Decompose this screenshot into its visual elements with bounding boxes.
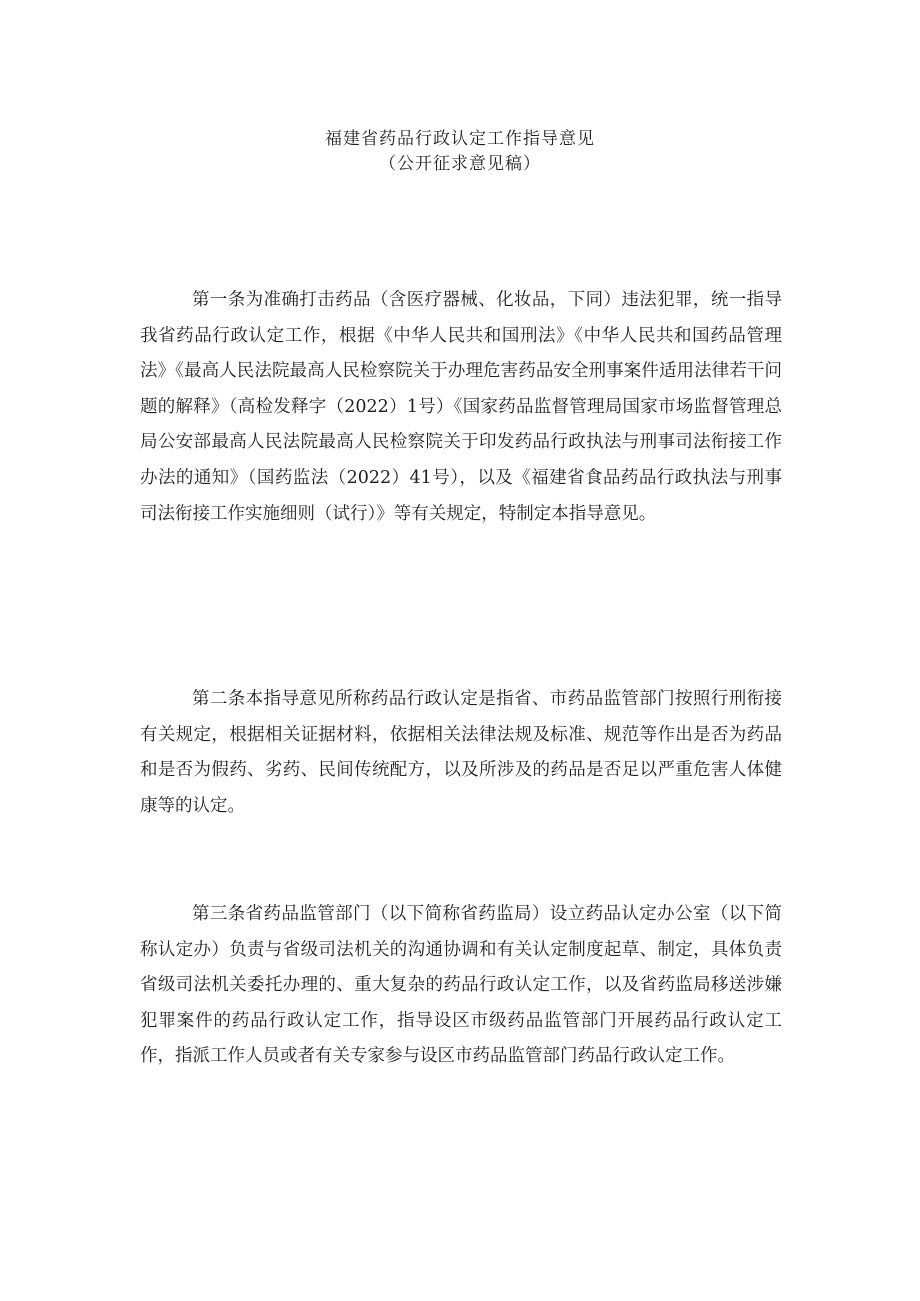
article-1-paragraph: 第一条为准确打击药品（含医疗器械、化妆品，下同）违法犯罪，统一指导我省药品行政认定工作，根据《中华人民共和国刑法》《中华人民共和国药品管理法》《最高人民法院最高人民检察院关于办理危害药品安全刑事案件适用法律若干问题的解释》（高检发释字（2022）1号）《国家药品监督管理局国家市场监督管理总局公安部最高人民法院最高人民检察院关于印发药品行政执法与刑事司法衔接工作办法的通知》（国药监法（2022）41号），以及《福建省食品药品行政执法与刑事司法衔接工作实施细则（试行）》等有关规定，特制定本指导意见。 [140,290,782,524]
document-subtitle: （公开征求意见稿） [379,154,541,174]
document-title: 福建省药品行政认定工作指导意见 [325,129,595,149]
article-3-paragraph: 第三条省药品监管部门（以下简称省药监局）设立药品认定办公室（以下简称认定办）负责与省级司法机关的沟通协调和有关认定制度起草、制定，具体负责省级司法机关委托办理的、重大复杂的药品行政认定工作，以及省药监局移送涉嫌犯罪案件的药品行政认定工作，指导设区市级药品监管部门开展药品行政认定工作，指派工作人员或者有关专家参与设区市药品监管部门药品行政认定工作。 [140,904,782,1067]
article-2-paragraph: 第二条本指导意见所称药品行政认定是指省、市药品监管部门按照行刑衔接有关规定，根据相关证据材料，依据相关法律法规及标准、规范等作出是否为药品和是否为假药、劣药、民间传统配方，以及所涉及的药品是否足以严重危害人体健康等的认定。 [140,689,782,816]
